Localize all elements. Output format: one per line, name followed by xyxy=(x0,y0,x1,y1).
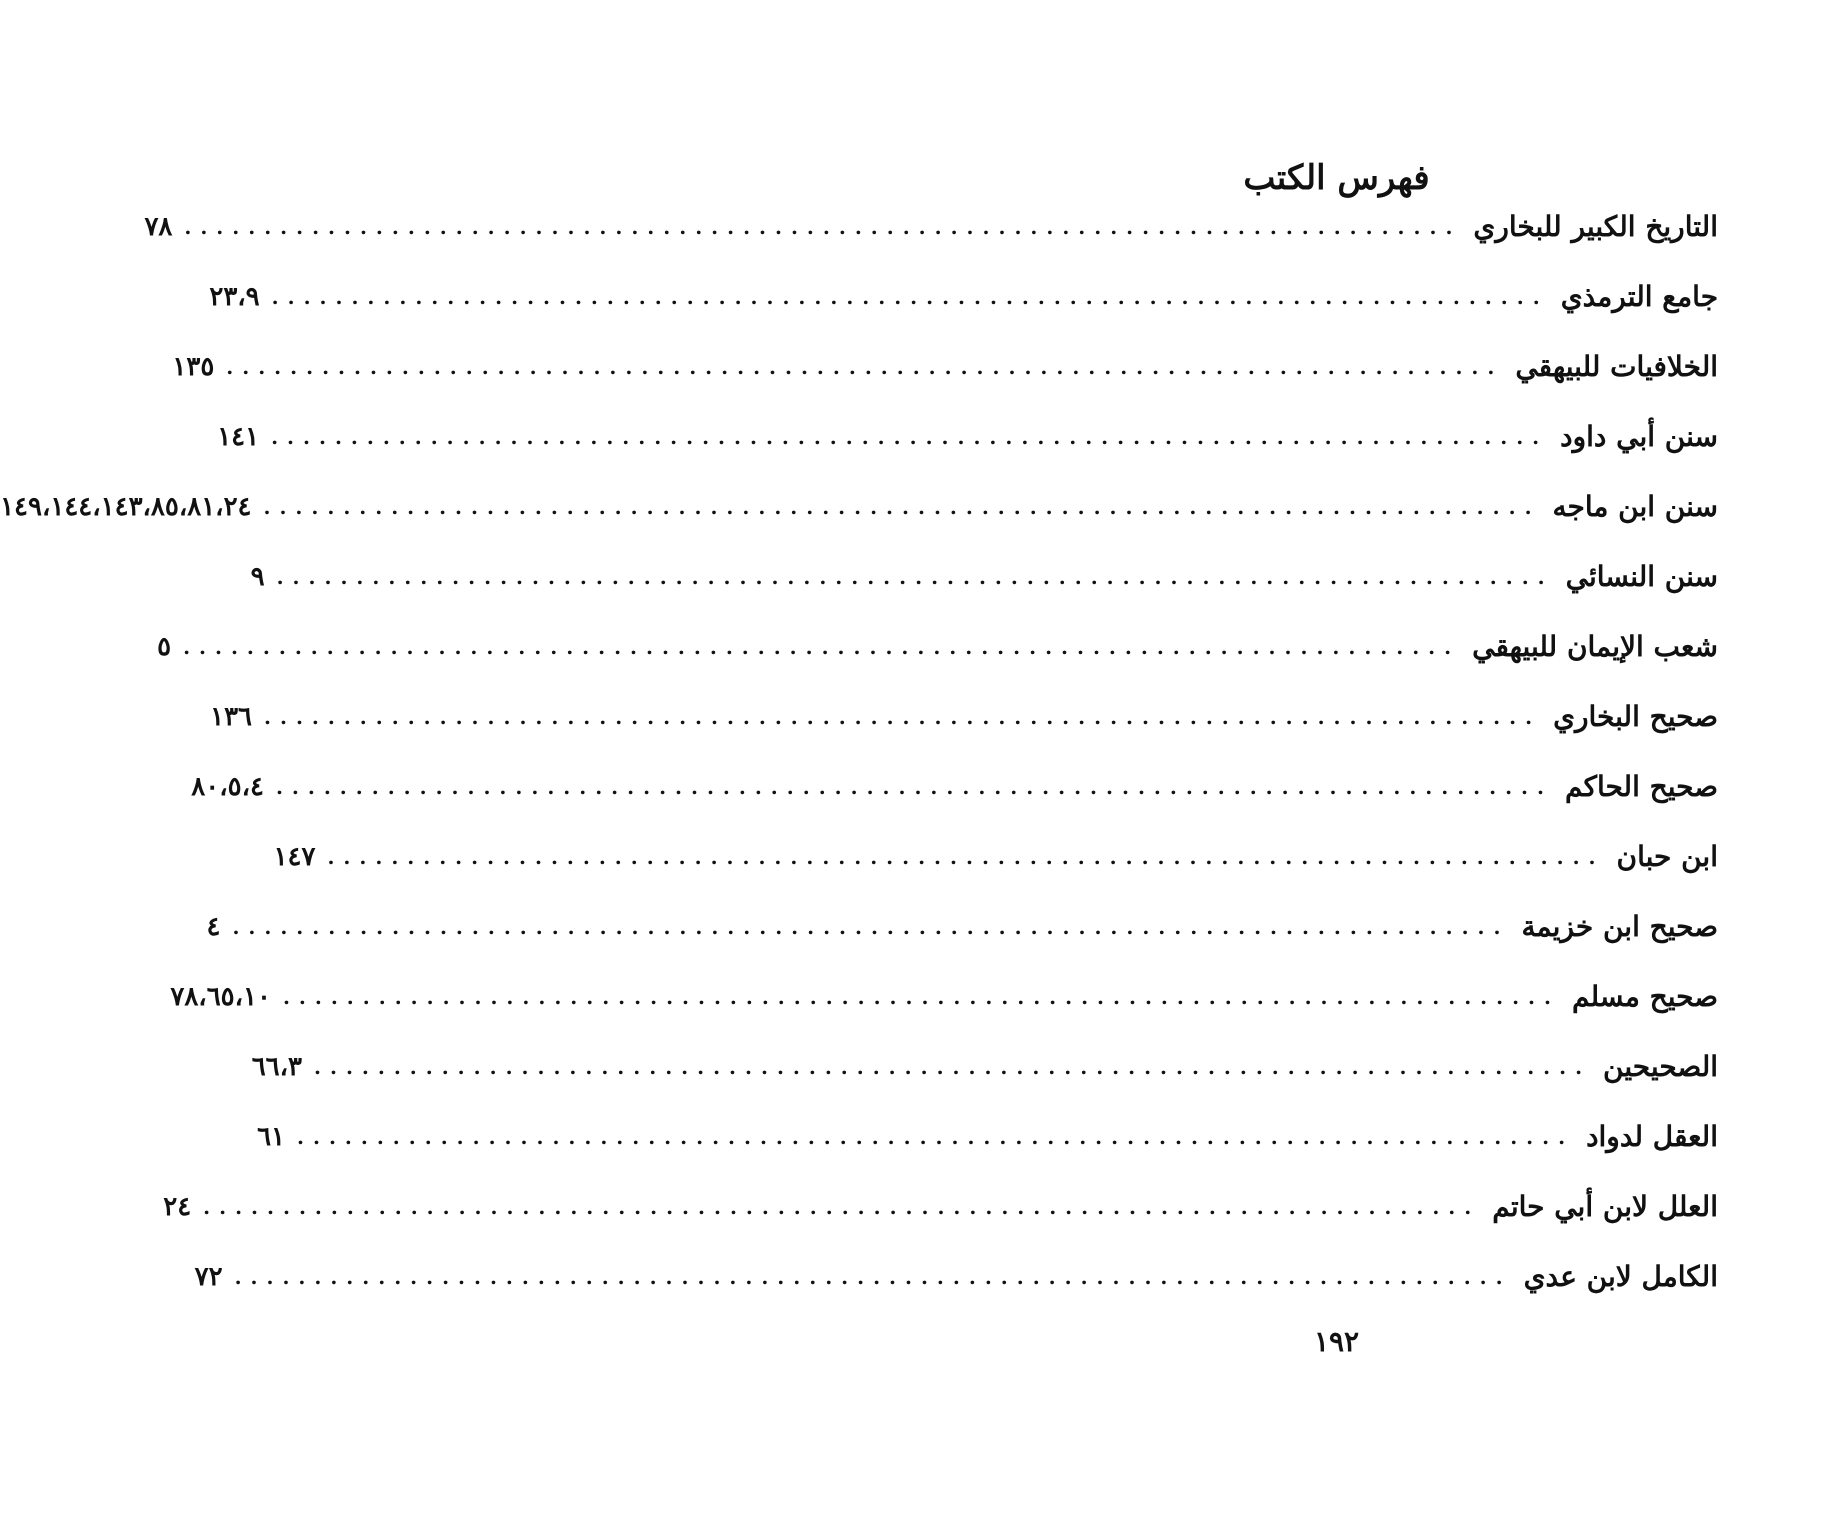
page-references: ١٤١ xyxy=(217,422,260,452)
book-title: صحيح مسلم xyxy=(1571,980,1718,1013)
page-references: ١٤٩،١٤٤،١٤٣،٨٥،٨١،٢٤ xyxy=(0,492,252,522)
dot-leader: ................................................................................ xyxy=(263,495,1541,519)
page-number: ١٩٢ xyxy=(1313,1325,1360,1358)
index-entry xyxy=(217,402,1718,472)
dot-leader: ................................................................................ xyxy=(183,635,1461,659)
page-references: ٧٢ xyxy=(194,1262,223,1292)
page-references: ٤ xyxy=(206,912,221,942)
book-title: صحيح الحاكم xyxy=(1564,770,1718,803)
page-references: ٩ xyxy=(250,562,265,592)
page-references: ٢٣،٩ xyxy=(209,282,260,312)
book-title: ابن حبان xyxy=(1616,840,1718,873)
index-entry xyxy=(144,192,1718,262)
dot-leader: ................................................................................ xyxy=(327,845,1605,869)
page-references: ٥ xyxy=(157,632,172,662)
dot-leader: ................................................................................ xyxy=(203,1195,1481,1219)
dot-leader: ................................................................................ xyxy=(271,285,1549,309)
book-title: الصحيحين xyxy=(1603,1050,1718,1083)
index-entry xyxy=(273,822,1718,892)
index-entry xyxy=(170,962,1718,1032)
page-references: ١٣٦ xyxy=(210,702,253,732)
book-title: صحيح ابن خزيمة xyxy=(1521,910,1718,943)
index-entry xyxy=(157,612,1718,682)
book-title: جامع الترمذي xyxy=(1560,280,1718,313)
book-title: التاريخ الكبير للبخاري xyxy=(1473,210,1718,243)
index-entry xyxy=(251,1032,1718,1102)
dot-leader: ................................................................................ xyxy=(264,705,1542,729)
dot-leader: ................................................................................ xyxy=(275,775,1553,799)
book-title: صحيح البخاري xyxy=(1553,700,1718,733)
book-index-list xyxy=(0,192,1718,1312)
index-entry xyxy=(210,682,1718,752)
page-references: ٧٨،٦٥،١٠ xyxy=(170,982,271,1012)
index-entry xyxy=(172,332,1718,402)
page-references: ٦١ xyxy=(257,1122,286,1152)
dot-leader: ................................................................................ xyxy=(232,915,1510,939)
page-title: فهرس الكتب xyxy=(1243,157,1430,198)
dot-leader: ................................................................................ xyxy=(297,1125,1575,1149)
dot-leader: ................................................................................ xyxy=(276,565,1554,589)
book-title: الكامل لابن عدي xyxy=(1523,1260,1718,1293)
dot-leader: ................................................................................ xyxy=(184,215,1462,239)
book-title: سنن ابن ماجه xyxy=(1552,490,1718,523)
dot-leader: ................................................................................ xyxy=(234,1265,1512,1289)
book-title: العقل لدواد xyxy=(1586,1120,1718,1153)
index-entry xyxy=(194,1242,1718,1312)
book-title: الخلافيات للبيهقي xyxy=(1515,350,1718,383)
book-title: سنن النسائي xyxy=(1565,560,1718,593)
page-references: ٨٠،٥،٤ xyxy=(191,772,264,802)
page-references: ٢٤ xyxy=(163,1192,192,1222)
dot-leader: ................................................................................ xyxy=(282,985,1560,1009)
book-title: سنن أبي داود xyxy=(1560,420,1718,453)
page-references: ٧٨ xyxy=(144,212,173,242)
book-title: شعب الإيمان للبيهقي xyxy=(1472,630,1718,663)
book-title: العلل لابن أبي حاتم xyxy=(1492,1190,1718,1223)
page-references: ٦٦،٣ xyxy=(251,1052,303,1082)
index-entry xyxy=(209,262,1718,332)
dot-leader: ................................................................................ xyxy=(271,425,1549,449)
index-entry xyxy=(191,752,1718,822)
page-references: ١٣٥ xyxy=(172,352,215,382)
index-entry xyxy=(257,1102,1718,1172)
dot-leader: ................................................................................ xyxy=(226,355,1504,379)
index-entry xyxy=(163,1172,1718,1242)
index-entry xyxy=(0,472,1718,542)
index-entry xyxy=(206,892,1718,962)
dot-leader: ................................................................................ xyxy=(314,1055,1592,1079)
page-references: ١٤٧ xyxy=(273,842,316,872)
index-entry xyxy=(250,542,1718,612)
